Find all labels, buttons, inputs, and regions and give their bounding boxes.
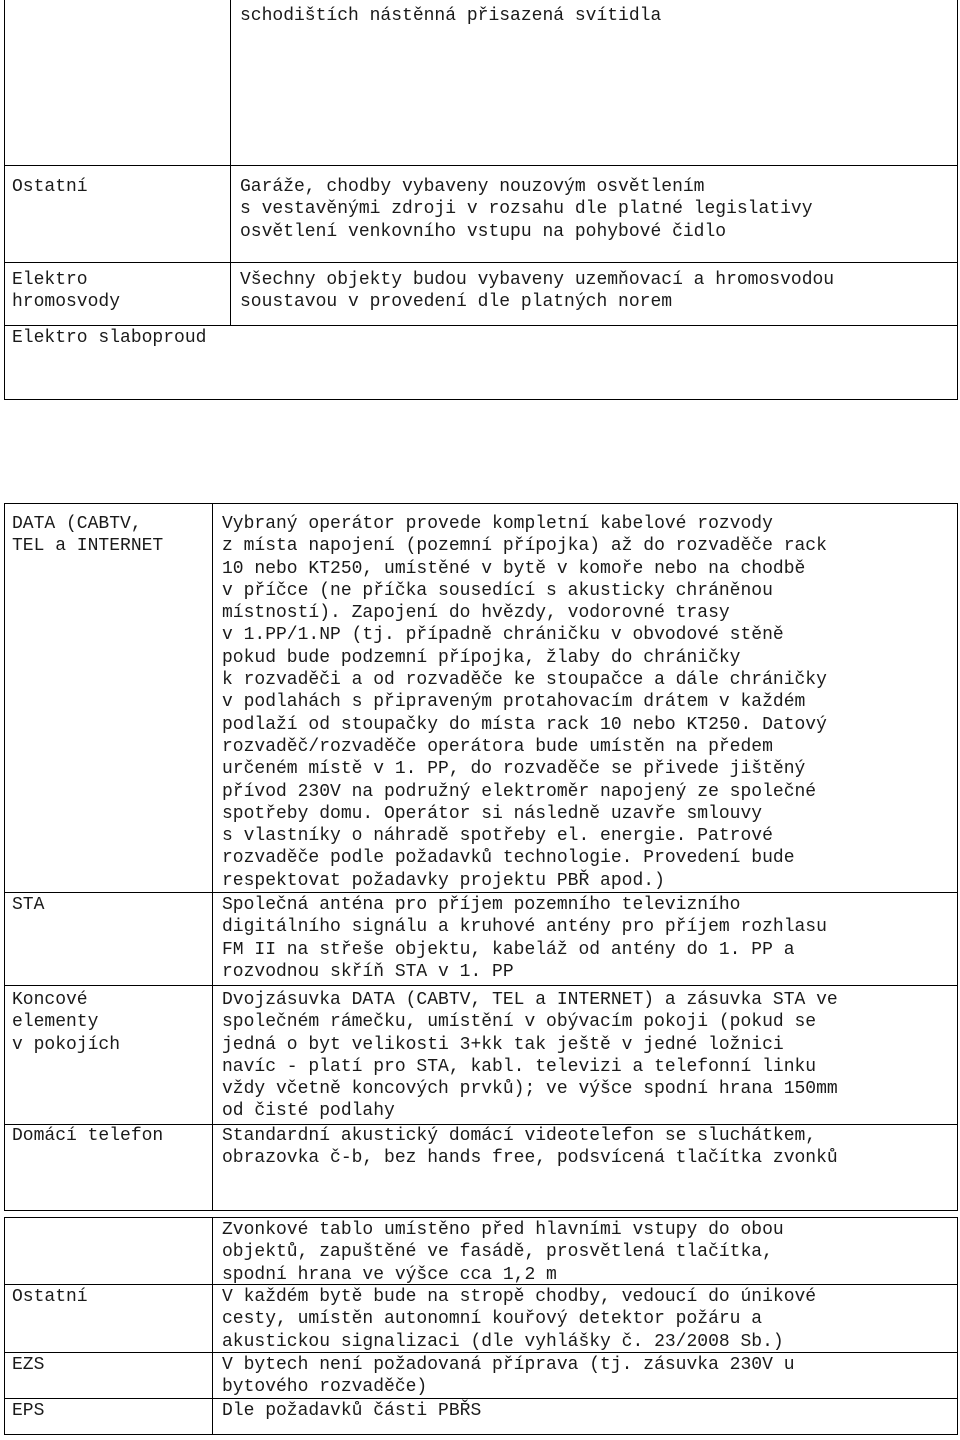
- row-value-ostatni-2: V každém bytě bude na stropě chodby, vedoucí do únikové cesty, umístěn autonomní kouřový detektor požáru a akustickou signalizaci (dle vyhlášky č. 23/2008 Sb.): [222, 1287, 817, 1352]
- table1-right-border: [957, 0, 958, 400]
- row-value-ezs: V bytech není požadovaná příprava (tj. zásuvka 230V u bytového rozvaděče): [222, 1355, 795, 1398]
- row-label-eps: EPS: [12, 1401, 45, 1421]
- row-value-zvonkove-tablo: Zvonkové tablo umístěno před hlavními vstupy do obou objektů, zapuštěné ve fasádě, prosvětlená tlačítka, spodní hrana ve výšce cca 1,2 m: [222, 1220, 784, 1285]
- row-value-ostatni: Garáže, chodby vybaveny nouzovým osvětlením s vestavěnými zdroji v rozsahu dle platné legislativy osvětlení venkovního vstupu na pohybové čidlo: [240, 177, 813, 242]
- row-label-koncove-elementy: Koncové elementy v pokojích: [12, 990, 121, 1055]
- table3-column-divider: [212, 1217, 213, 1435]
- table1-row-divider: [4, 325, 958, 326]
- table3-top-border: [4, 1217, 958, 1218]
- table2-right-border: [957, 503, 958, 1211]
- row-label-ostatni-2: Ostatní: [12, 1287, 88, 1307]
- table3-right-border: [957, 1217, 958, 1435]
- row-label-sta: STA: [12, 895, 45, 915]
- table2-top-border: [4, 503, 958, 504]
- table1-left-border: [4, 0, 5, 400]
- top-continuation-text: schodištích nástěnná přisazená svítidla: [240, 6, 662, 26]
- table1-row-divider: [4, 165, 958, 166]
- section-heading-slaboproud: Elektro slaboproud: [12, 328, 207, 348]
- row-label-hromosvody: Elektro hromosvody: [12, 270, 121, 313]
- row-value-domaci-telefon: Standardní akustický domácí videotelefon se sluchátkem, obrazovka č-b, bez hands free, podsvícená tlačítka zvonků: [222, 1126, 838, 1169]
- row-value-koncove-elementy: Dvojzásuvka DATA (CABTV, TEL a INTERNET) a zásuvka STA ve společném rámečku, umístění v obývacím pokoji (pokud se jedná o byt velikosti 3+kk tak ještě v jedné ložnici navíc - platí pro STA, kabl. televizi a telefonní linku vždy včetně koncových prvků); ve výšce spodní hrana 150mm od čisté podlahy: [222, 990, 838, 1122]
- table2-bottom-border: [4, 1210, 958, 1211]
- table2-row-divider: [4, 892, 958, 893]
- row-value-data: Vybraný operátor provede kompletní kabelové rozvody z místa napojení (pozemní přípojka) až do rozvaděče rack 10 nebo KT250, umístěné v bytě v komoře nebo na chodbě v příčce (ne příčka sousedící s akusticky chráněnou místností). Zapojení do hvězdy, vodorovné trasy v 1.PP/1.NP (tj. případně chráničku v obvodové stěně pokud bude podzemní přípojka, žlaby do chráničky k rozvaděči a od rozvaděče ke stoupačce a dále chráničky v podlahách s připraveným protahovacím drátem v každém podlaží od stoupačky do místa rack 10 nebo KT250. Datový rozvaděč/rozvaděče operátora bude umístěn na předem určeném místě v 1. PP, do rozvaděče se přivede jištěný přívod 230V na podružný elektroměr napojený ze společné spotřeby domu. Operátor si následně uzavře smlouvy s vlastníky o náhradě spotřeby el. energie. Patrové rozvaděče podle požadavků technologie. Provedení bude respektovat požadavky projektu PBŘ apod.): [222, 514, 827, 891]
- row-value-sta: Společná anténa pro příjem pozemního televizního digitálního signálu a kruhové antény pro příjem rozhlasu FM II na střeše objektu, kabeláž od antény do 1. PP a rozvodnou skříň STA v 1. PP: [222, 895, 827, 982]
- table2-left-border: [4, 503, 5, 1211]
- row-label-ostatni: Ostatní: [12, 177, 88, 197]
- table1-row-divider: [4, 262, 958, 263]
- table3-bottom-border: [4, 1434, 958, 1435]
- row-value-hromosvody: Všechny objekty budou vybaveny uzemňovací a hromosvodou soustavou v provedení dle platných norem: [240, 270, 835, 313]
- table2-row-divider: [4, 985, 958, 986]
- table2-column-divider: [212, 503, 213, 1211]
- row-label-domaci-telefon: Domácí telefon: [12, 1126, 164, 1146]
- row-label-data: DATA (CABTV, TEL a INTERNET: [12, 514, 164, 557]
- row-label-ezs: EZS: [12, 1355, 45, 1375]
- table3-left-border: [4, 1217, 5, 1435]
- row-value-eps: Dle požadavků části PBŘS: [222, 1401, 482, 1421]
- table1-bottom-border: [4, 399, 958, 400]
